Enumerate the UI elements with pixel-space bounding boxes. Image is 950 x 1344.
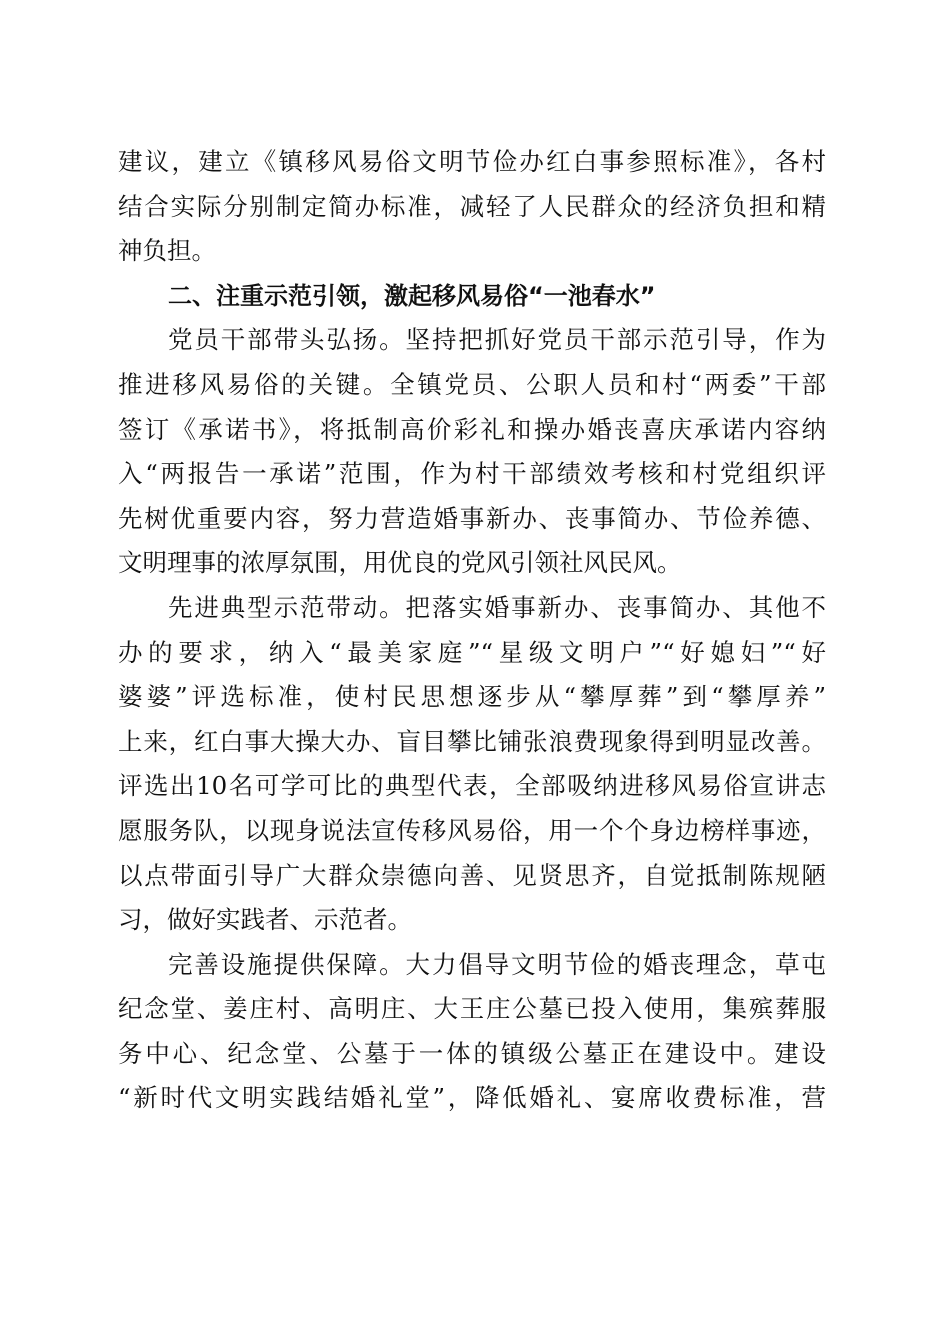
text-line: 先树优重要内容，努力营造婚事新办、丧事简办、节俭养德、 [118,503,826,533]
text-line: 婆婆”评选标准，使村民思想逐步从“攀厚葬”到“攀厚养” [118,682,826,712]
text-line: 入“两报告一承诺”范围，作为村干部绩效考核和村党组织评 [118,459,826,489]
text-line: 建议，建立《镇移风易俗文明节俭办红白事参照标准》，各村 [118,147,826,176]
text-line: 以点带面引导广大群众崇德向善、见贤思齐，自觉抵制陈规陋 [118,860,826,890]
section-heading: 二、注重示范引领，激起移风易俗“一池春水” [168,281,656,310]
text-line: 文明理事的浓厚氛围，用优良的党风引领社风民风。 [118,548,682,578]
text-line: 习，做好实践者、示范者。 [118,905,412,935]
paragraph-typical-examples [118,586,826,943]
text-line: 结合实际分别制定简办标准，减轻了人民群众的经济负担和精 [118,191,826,221]
document-page [118,140,826,1121]
text-line: 务中心、纪念堂、公墓于一体的镇级公墓正在建设中。建设 [118,1038,826,1068]
text-line: 上来，红白事大操大办、盲目攀比铺张浪费现象得到明显改善。 [118,726,826,756]
text-line: 党员干部带头弘扬。坚持把抓好党员干部示范引导，作为 [168,325,826,355]
text-line: 签订《承诺书》，将抵制高价彩礼和操办婚丧喜庆承诺内容纳 [118,414,826,444]
text-line: 先进典型示范带动。把落实婚事新办、丧事简办、其他不 [168,592,826,622]
text-line: 完善设施提供保障。大力倡导文明节俭的婚丧理念，草屯 [168,949,826,979]
paragraph-facilities [118,943,826,1121]
text-line: 纪念堂、姜庄村、高明庄、大王庄公墓已投入使用，集殡葬服 [118,994,826,1024]
continuation-paragraph [118,140,826,274]
text-line: 评选出10名可学可比的典型代表，全部吸纳进移风易俗宣讲志 [118,771,826,801]
paragraph-party-cadres [118,318,826,586]
text-line: “新时代文明实践结婚礼堂”，降低婚礼、宴席收费标准，营 [118,1083,826,1113]
text-line: 愿服务队，以现身说法宣传移风易俗，用一个个身边榜样事迹， [118,815,826,845]
text-line: 办的要求，纳入“最美家庭”“星级文明户”“好媳妇”“好 [118,637,826,667]
text-line: 神负担。 [118,236,216,266]
text-line: 推进移风易俗的关键。全镇党员、公职人员和村“两委”干部 [118,369,826,399]
